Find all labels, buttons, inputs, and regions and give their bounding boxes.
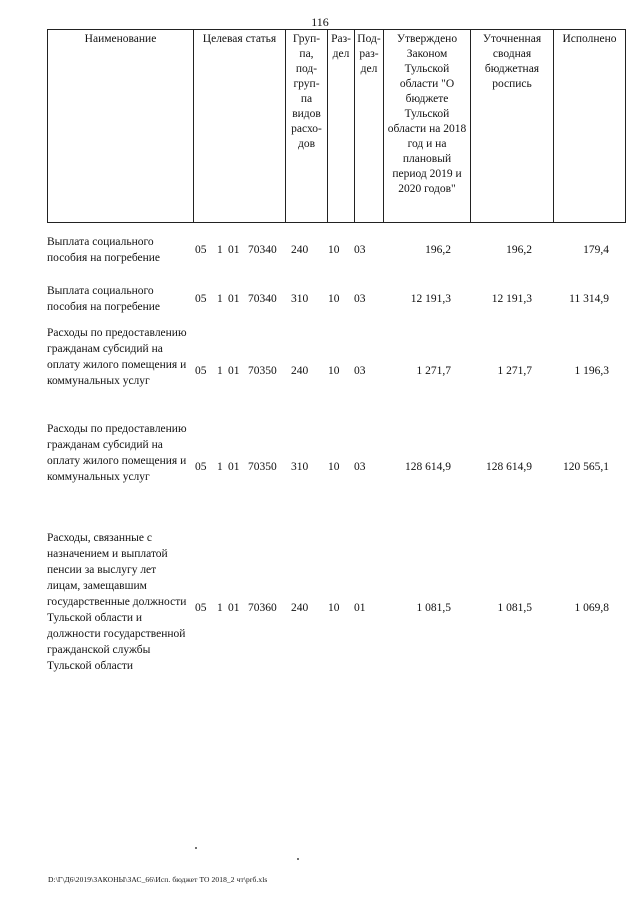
header-target-article: Целевая статья [194,30,286,223]
code-direction: 70350 [248,461,277,473]
row-name: Расходы по предоставлению гражданам субсидий на оплату жилого помещения и коммунальных услуг [47,327,187,387]
row-refined: 12 191,3 [491,293,532,305]
row-refined: 128 614,9 [486,461,532,473]
table-row [47,234,609,266]
scan-speck [297,858,299,860]
code-program: 05 [195,365,207,377]
row-group: 240 [291,365,309,377]
row-refined: 1 271,7 [497,365,532,377]
row-executed: 179,4 [583,244,609,256]
row-section: 10 [328,365,340,377]
code-direction: 70340 [248,244,277,256]
table-row [47,421,609,517]
row-subsection: 03 [354,365,366,377]
row-group: 240 [291,602,309,614]
code-direction: 70350 [248,365,277,377]
code-subprogram: 1 [217,365,223,377]
header-executed: Исполнено [554,30,626,223]
code-event: 01 [228,602,240,614]
row-subsection: 03 [354,461,366,473]
code-event: 01 [228,461,240,473]
row-refined: 196,2 [506,244,532,256]
table-header [47,29,626,223]
row-section: 10 [328,602,340,614]
code-subprogram: 1 [217,461,223,473]
header-approved: Утверждено Законом Тульской области "О бюджете Тульской области на 2018 год и на плановый период 2019 и 2020 годов" [384,30,471,223]
row-refined: 1 081,5 [497,602,532,614]
code-direction: 70340 [248,293,277,305]
table-row [47,325,609,421]
row-executed: 120 565,1 [563,461,609,473]
row-group: 310 [291,293,309,305]
row-group: 240 [291,244,309,256]
row-approved: 1 081,5 [416,602,451,614]
row-name: Выплата социального пособия на погребение [47,236,161,264]
header-name: Наименование [48,30,194,223]
row-executed: 1 196,3 [574,365,609,377]
row-group: 310 [291,461,309,473]
table-row [47,530,609,690]
code-event: 01 [228,365,240,377]
code-program: 05 [195,602,207,614]
row-executed: 1 069,8 [574,602,609,614]
row-subsection: 03 [354,293,366,305]
row-section: 10 [328,461,340,473]
header-section: Раз-дел [328,30,355,223]
header-expense-group: Груп-па, под-груп-па видов расхо-дов [286,30,328,223]
code-event: 01 [228,244,240,256]
code-program: 05 [195,461,207,473]
row-name: Выплата социального пособия на погребение [47,285,161,313]
code-subprogram: 1 [217,602,223,614]
row-section: 10 [328,244,340,256]
scan-speck [195,847,197,849]
row-approved: 12 191,3 [410,293,451,305]
code-subprogram: 1 [217,244,223,256]
page-number: 116 [311,15,329,29]
footer-file-path: D:\Г\Д6\2019\ЗАКОНЫ\ЗАС_66\Исп. бюджет ТО 2018_2 чт\prб.xls [48,875,268,884]
header-subsection: Под-раз-дел [355,30,384,223]
row-approved: 128 614,9 [405,461,451,473]
code-subprogram: 1 [217,293,223,305]
row-name: Расходы по предоставлению гражданам субсидий на оплату жилого помещения и коммунальных услуг [47,423,187,483]
code-direction: 70360 [248,602,277,614]
row-subsection: 03 [354,244,366,256]
row-approved: 1 271,7 [416,365,451,377]
row-section: 10 [328,293,340,305]
row-approved: 196,2 [425,244,451,256]
code-event: 01 [228,293,240,305]
row-executed: 11 314,9 [569,293,609,305]
code-program: 05 [195,293,207,305]
header-refined: Уточненная сводная бюджетная роспись [471,30,554,223]
row-name: Расходы, связанные с назначением и выплатой пенсии за выслугу лет лицам, замещавшим государственные должности Тульской области и должности государственной гражданской службы Тульской области [47,532,187,672]
row-subsection: 01 [354,602,366,614]
table-row [47,283,609,315]
code-program: 05 [195,244,207,256]
